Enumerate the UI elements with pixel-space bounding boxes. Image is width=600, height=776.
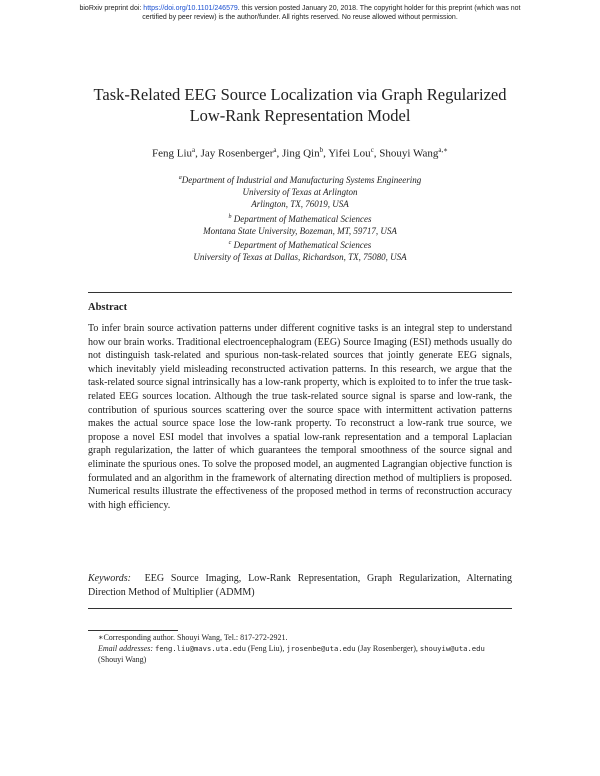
affil-line: Arlington, TX, 76019, USA (251, 199, 349, 210)
affil-line: Department of Mathematical Sciences (233, 213, 372, 224)
email-address[interactable]: jrosenbe@uta.edu (286, 644, 356, 653)
author-name: Yifei Lou (328, 147, 371, 160)
affil-mark: c (228, 240, 232, 247)
abstract-bottom-rule (88, 608, 512, 609)
affil-line: Montana State University, Bozeman, MT, 59717, USA (203, 225, 397, 236)
preprint-notice (40, 4, 560, 22)
abstract-text: To infer brain source activation patterns under different cognitive tasks is an integral step to understand how our brain works. Traditional electroencephalogram (EEG) Source Imaging (ESI) methods usually do not distinguish task-related and spurious non-task-related sources that jointly generate EEG signals, which inevitably yield misleading reconstructed activation patterns. In this research, we argue that the task-related source signal intrinsically has a low-rank property, which is exploited to to infer the true task-related EEG sources location. Although the true task-related source signal is sparse and low-rank, the contribution of spurious sources scattering over the source space with intermittent activation patterns makes the actual source space lose the low-rank property. To reconstruct a low-rank true source, we propose a novel ESI model that involves a spatial low-rank representation and a temporal Laplacian graph regularization, the latter of which guarantees the temporal smoothness of the source signal and eliminate the spurious ones. To solve the proposed model, an augmented Lagrangian objective function is formulated and an algorithm in the framework of alternating direction method of multipliers is proposed. Numerical results illustrate the effectiveness of the proposed method in terms of reconstruction accuracy with high efficiency. (88, 323, 512, 511)
email-address[interactable]: shouyiw@uta.edu (419, 644, 485, 653)
keywords (88, 572, 512, 599)
affil-line: Department of Mathematical Sciences (233, 240, 372, 251)
author-name: Jing Qin (282, 147, 320, 160)
author-affil-mark: a (192, 146, 196, 154)
doi-link[interactable]: https://doi.org/10.1101/246579 (143, 5, 238, 12)
abstract-top-rule (88, 292, 512, 293)
keywords-text: EEG Source Imaging, Low-Rank Representation, Graph Regularization, Alternating Direction Method of Multiplier (ADMM) (88, 573, 513, 598)
title-line-2: Low-Rank Representation Model (189, 106, 411, 125)
email-owner: (Shouyi Wang) (98, 655, 147, 664)
affil-line: University of Texas at Dallas, Richardson, TX, 75080, USA (193, 252, 407, 263)
email-address[interactable]: feng.liu@mavs.uta.edu (155, 644, 246, 653)
title-line-1: Task-Related EEG Source Localization via Graph Regularized (93, 85, 507, 104)
author-list: Feng Liu$^a$, Jay Rosenberger$^a$, Jing Qin$^b$, Yifei Lou$^c$, Shouyi Wang$^{a,∗}$ (151, 146, 449, 160)
author-name: Shouyi Wang (379, 147, 439, 160)
notice-line2: certified by peer review) is the author/funder. All rights reserved. No reuse allowed without permission. (142, 14, 458, 21)
footnotes (88, 632, 512, 665)
author-affil-mark: b (319, 146, 324, 154)
affil-mark: a (178, 175, 182, 181)
keywords-label: Keywords: (88, 573, 131, 584)
email-note (88, 643, 512, 665)
author-affil-mark: c (370, 146, 374, 154)
email-label: Email addresses: (98, 644, 154, 653)
notice-mid: . this version posted January 20, 2018. The copyright holder for this preprint (which was not (237, 5, 521, 12)
author-name: Jay Rosenberger (200, 147, 274, 160)
email-owner: (Feng Liu), (247, 644, 285, 653)
corresponding-author-note: ∗Corresponding author. Shouyi Wang, Tel.: 817-272-2921. (98, 633, 288, 642)
affil-line: Department of Industrial and Manufacturing Systems Engineering (181, 175, 422, 185)
footnote-rule (88, 630, 178, 631)
paper-title (40, 84, 560, 126)
affiliation-b (40, 211, 560, 237)
affiliation-c (40, 237, 560, 263)
abstract-heading: Abstract (88, 302, 128, 313)
affil-mark: b (228, 213, 232, 220)
email-owner: (Jay Rosenberger), (357, 644, 418, 653)
affil-line: University of Texas at Arlington (242, 187, 358, 198)
author-affil-mark: a (273, 146, 277, 154)
author-name: Feng Liu (151, 147, 192, 160)
notice-prefix: bioRxiv preprint doi: (79, 5, 144, 12)
affiliations (40, 172, 560, 263)
affiliation-a (40, 172, 560, 211)
author-affil-mark: a,∗ (438, 146, 449, 154)
